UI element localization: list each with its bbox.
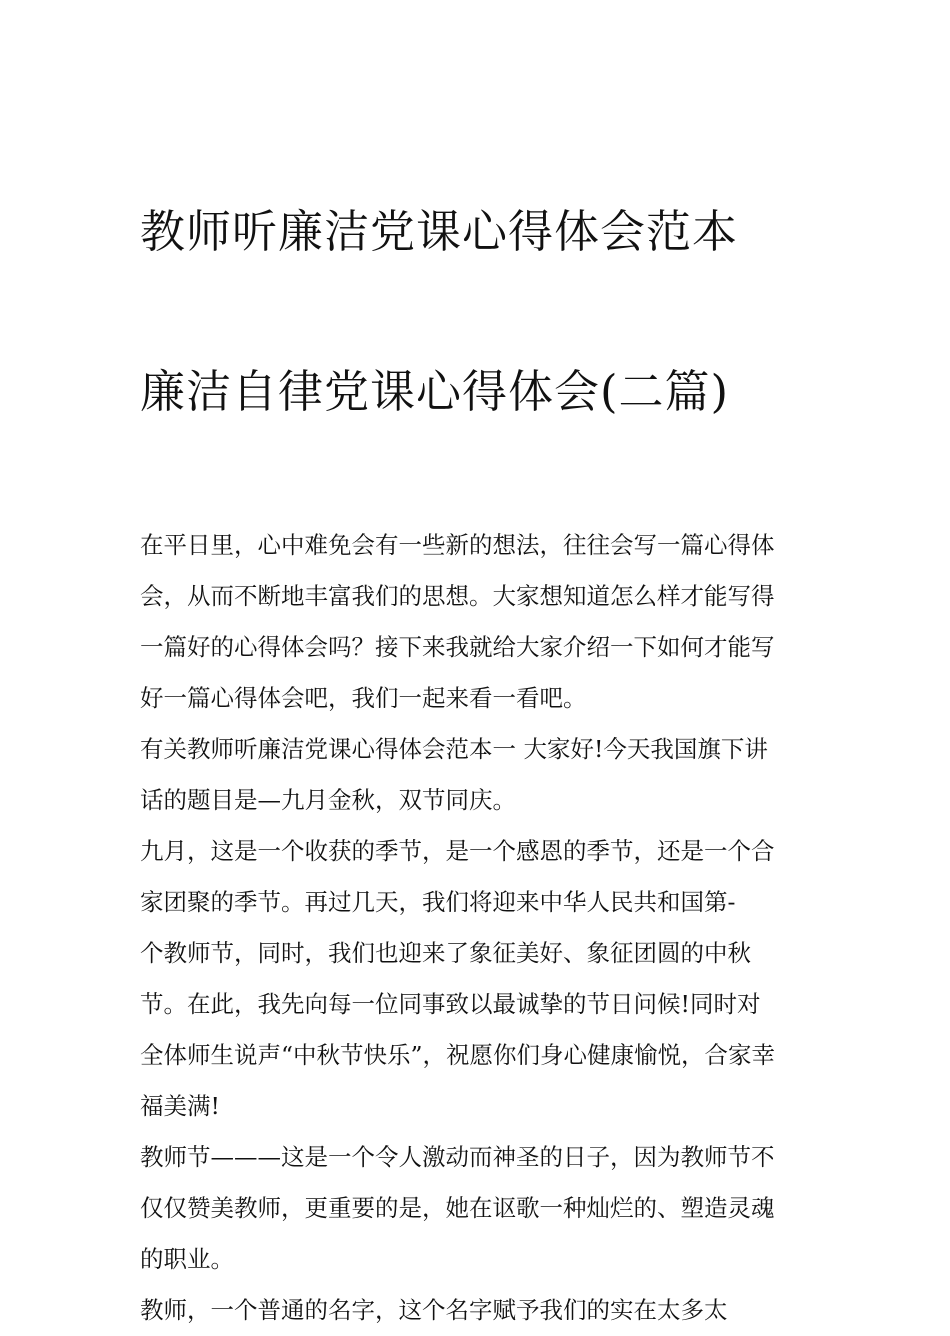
text-line: 有关教师听廉洁党课心得体会范本一 大家好!今天我国旗下讲 [140,735,768,763]
text-line: 的职业。 [140,1245,234,1273]
document-body [140,520,812,1336]
document-title [140,112,812,512]
text-line: 全体师生说声“中秋节快乐”，祝愿你们身心健康愉悦，合家幸 [140,1041,776,1069]
text-line: 话的题目是—九月金秋，双节同庆。 [140,786,516,814]
paragraph-september [140,826,812,1132]
text-line: 九月，这是一个收获的季节，是一个感恩的季节，还是一个合 [140,837,775,865]
text-line: 会，从而不断地丰富我们的思想。大家想知道怎么样才能写得 [140,582,775,610]
text-line: 福美满! [140,1092,220,1120]
paragraph-teacher-name [140,1285,812,1336]
text-line: 个教师节，同时，我们也迎来了象征美好、象征团圆的中秋 [140,939,751,967]
paragraph-teachers-day [140,1132,812,1285]
text-line: 一篇好的心得体会吗？接下来我就给大家介绍一下如何才能写 [140,633,775,661]
text-line: 仅仅赞美教师，更重要的是，她在讴歌一种灿烂的、塑造灵魂 [140,1194,775,1222]
text-line: 节。在此，我先向每一位同事致以最诚挚的节日问候!同时对 [140,990,761,1018]
text-line: 在平日里，心中难免会有一些新的想法，往往会写一篇心得体 [140,531,775,559]
text-line: 家团聚的季节。再过几天，我们将迎来中华人民共和国第- [140,888,736,916]
paragraph-intro [140,520,812,724]
text-line: 教师，一个普通的名字，这个名字赋予我们的实在太多太 [140,1296,728,1324]
title-line-2: 廉洁自律党课心得体会(二篇) [140,365,730,418]
text-line: 好一篇心得体会吧，我们一起来看一看吧。 [140,684,587,712]
document-page [140,112,812,1336]
paragraph-speech-opening [140,724,812,826]
text-line: 教师节———这是一个令人激动而神圣的日子，因为教师节不 [140,1143,775,1171]
title-line-1: 教师听廉洁党课心得体会范本 [140,205,739,258]
